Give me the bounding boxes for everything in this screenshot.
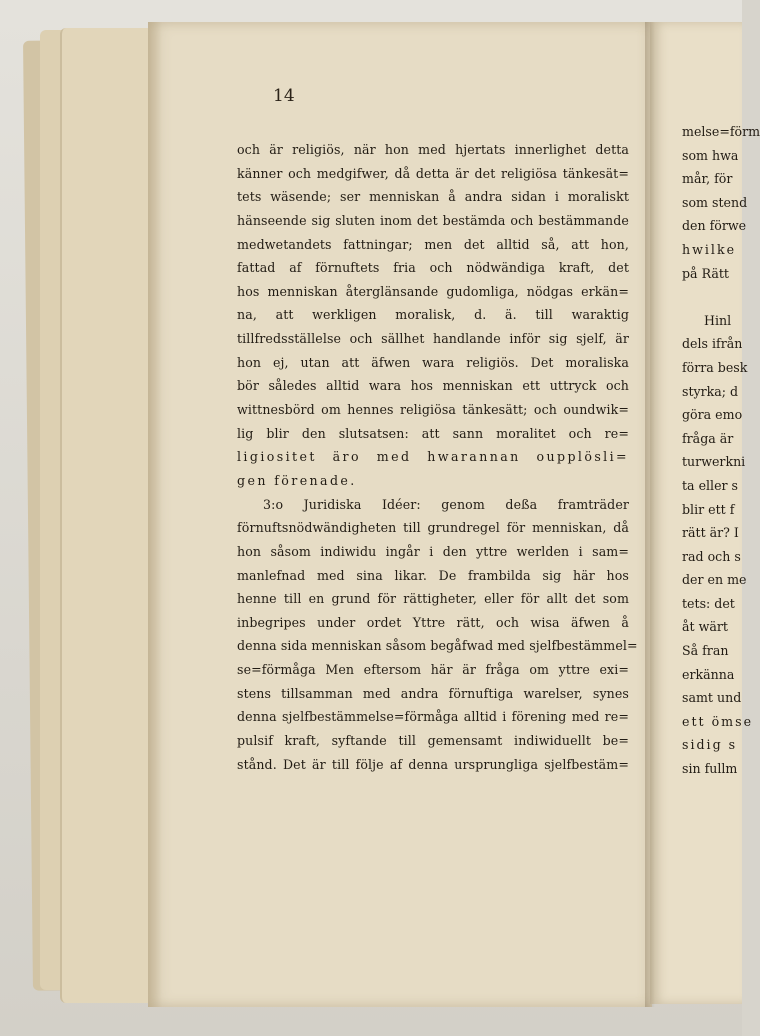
text-line: stånd. Det är till följe af denna ursprungliga sjelfbestäm= xyxy=(237,756,629,772)
facing-page-text xyxy=(682,120,760,781)
text-line: ett ömse xyxy=(682,713,754,729)
text-line: samt und xyxy=(682,690,742,706)
text-line: melse=förm xyxy=(682,124,760,139)
text-line: fråga är xyxy=(682,430,734,446)
text-line: pulsif kraft, syftande till gemensamt indiwiduellt be= xyxy=(237,733,629,749)
spine-shadow xyxy=(645,22,655,1007)
text-line: der en me xyxy=(682,572,747,588)
text-line: rad och s xyxy=(682,548,741,564)
text-line: rätt är? I xyxy=(682,525,739,541)
page-edge-shadow xyxy=(148,22,162,1007)
text-line: medwetandets fattningar; men det alltid så, att hon, xyxy=(237,236,629,252)
text-line: henne till en grund för rättigheter, eller för allt det som xyxy=(237,591,629,607)
text-line: denna sida menniskan såsom begåfwad med sjelfbestämmel= xyxy=(237,638,638,654)
text-line: tets wäsende; ser menniskan å andra sidan i moraliskt xyxy=(237,189,629,205)
page-number: 14 xyxy=(273,86,295,106)
text-line: hon såsom indiwidu ingår i den yttre werlden i sam= xyxy=(237,543,629,559)
text-line: som hwa xyxy=(682,147,739,163)
text-line: dels ifrån xyxy=(682,336,743,352)
text-line: manlefnad med sina likar. De frambilda sig här hos xyxy=(237,567,629,583)
page-text xyxy=(237,138,638,776)
text-line: Hinl xyxy=(704,312,732,328)
text-line: mår, för xyxy=(682,171,733,187)
text-line: hon ej, utan att äfwen wara religiös. Det moraliska xyxy=(237,354,629,370)
text-line: och är religiös, när hon med hjertats innerlighet detta xyxy=(237,142,629,157)
text-line: förnuftsnödwändigheten till grundregel för menniskan, då xyxy=(237,520,629,536)
text-line: na, att werkligen moralisk, d. ä. till waraktig xyxy=(237,307,629,323)
text-line: gen förenade. xyxy=(237,472,357,488)
text-line: hos menniskan återglänsande gudomliga, nödgas erkän= xyxy=(237,283,629,299)
text-line: se=förmåga Men eftersom här är fråga om yttre exi= xyxy=(237,662,629,678)
text-line: lig blir den slutsatsen: att sann moralitet och re= xyxy=(237,425,629,441)
text-line: tillfredsställelse och sällhet handlande inför sig sjelf, är xyxy=(237,331,629,347)
text-line: tets: det xyxy=(682,595,735,611)
text-line: blir ett f xyxy=(682,501,735,517)
text-line: sin fullm xyxy=(682,761,738,777)
text-line: den förwe xyxy=(682,218,747,234)
text-line: hwilke xyxy=(682,241,737,257)
text-line: på Rätt xyxy=(682,265,729,281)
text-line: bör således alltid wara hos menniskan ett uttryck och xyxy=(237,378,629,394)
text-line xyxy=(682,285,742,309)
text-line: denna sjelfbestämmelse=förmåga alltid i förening med re= xyxy=(237,709,629,725)
text-line: inbegripes under ordet Yttre rätt, och wisa äfwen å xyxy=(237,614,629,630)
text-line: stens tillsamman med andra förnuftiga warelser, synes xyxy=(237,685,629,701)
text-line: styrka; d xyxy=(682,383,739,399)
text-line: åt wärt xyxy=(682,619,728,635)
text-line: erkänna xyxy=(682,666,735,682)
text-line: förra besk xyxy=(682,359,748,375)
text-line: fattad af förnuftets fria och nödwändiga kraft, det xyxy=(237,260,629,276)
text-line: ta eller s xyxy=(682,477,739,493)
text-line: wittnesbörd om hennes religiösa tänkesätt; och oundwik= xyxy=(237,402,629,418)
text-line: göra emo xyxy=(682,407,743,423)
text-line: känner och medgifwer, då detta är det religiösa tänkesät= xyxy=(237,165,629,181)
text-line: sidig s xyxy=(682,737,738,753)
text-line: 3:o Juridiska Idéer: genom deßa framträder xyxy=(263,496,629,512)
text-line: som stend xyxy=(682,194,748,210)
text-line: turwerkni xyxy=(682,454,746,470)
text-line: Så fran xyxy=(682,643,729,659)
text-line: hänseende sig sluten inom det bestämda och bestämmande xyxy=(237,212,629,228)
text-line: ligiositet äro med hwarannan oupplösli= xyxy=(237,449,629,465)
